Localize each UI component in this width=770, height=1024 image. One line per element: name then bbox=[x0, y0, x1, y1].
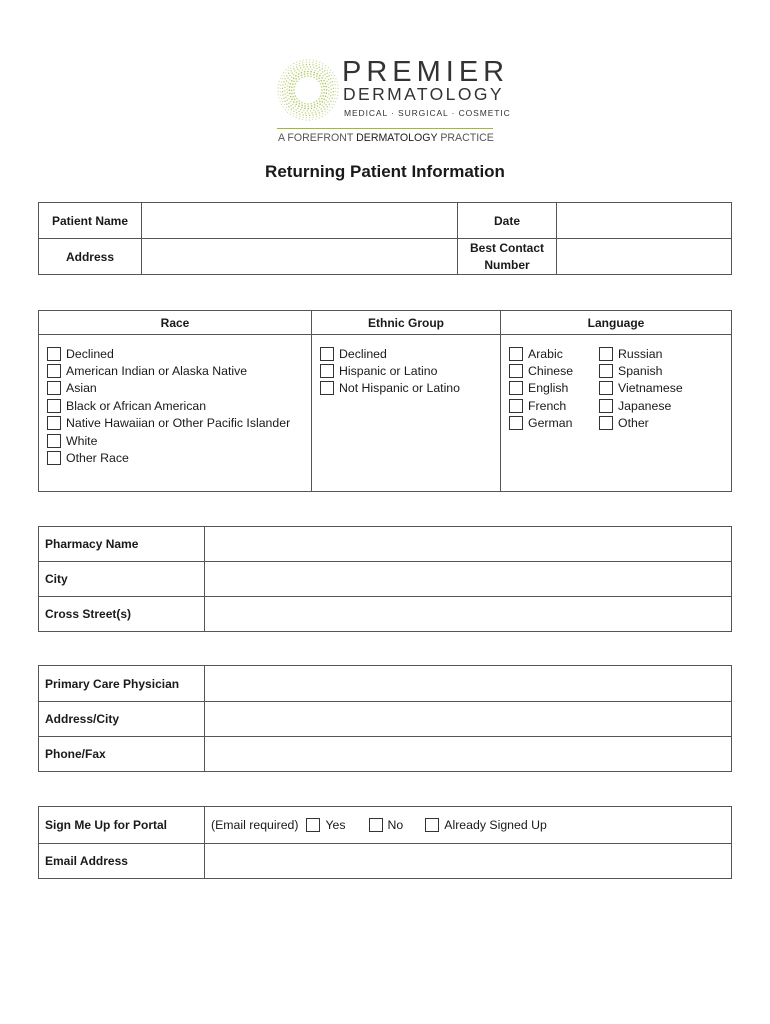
race-option[interactable] bbox=[47, 362, 311, 379]
language-option[interactable] bbox=[599, 415, 689, 432]
language-checkbox[interactable] bbox=[599, 364, 613, 378]
date-field[interactable] bbox=[557, 203, 732, 239]
portal-yes-checkbox[interactable] bbox=[306, 818, 320, 832]
ethnic-checkbox[interactable] bbox=[320, 381, 334, 395]
language-checkbox[interactable] bbox=[509, 381, 523, 395]
tagline-prefix: A FOREFRONT bbox=[278, 132, 354, 144]
race-option[interactable] bbox=[47, 397, 311, 414]
brand-name: PREMIER bbox=[342, 56, 510, 88]
race-option-label: Other Race bbox=[66, 451, 129, 466]
race-option[interactable] bbox=[47, 432, 311, 449]
portal-signup-label: Sign Me Up for Portal bbox=[39, 807, 205, 844]
portal-already-label: Already Signed Up bbox=[444, 818, 547, 832]
race-option-label: American Indian or Alaska Native bbox=[66, 364, 248, 379]
language-options bbox=[501, 335, 732, 492]
best-contact-label-line1: Best Contact bbox=[469, 240, 544, 255]
email-required-note: (Email required) bbox=[211, 818, 299, 832]
language-checkbox[interactable] bbox=[509, 347, 523, 361]
language-option-label: Arabic bbox=[528, 346, 563, 361]
ethnic-option-label: Hispanic or Latino bbox=[339, 364, 438, 379]
language-header: Language bbox=[501, 311, 732, 335]
ethnic-checkbox[interactable] bbox=[320, 364, 334, 378]
brand-divider bbox=[277, 128, 493, 129]
patient-name-field[interactable] bbox=[142, 203, 458, 239]
race-checkbox[interactable] bbox=[47, 434, 61, 448]
race-option-label: Native Hawaiian or Other Pacific Islander bbox=[66, 416, 291, 431]
language-checkbox[interactable] bbox=[599, 399, 613, 413]
race-option[interactable] bbox=[47, 345, 311, 362]
language-option[interactable] bbox=[509, 415, 599, 432]
pharmacy-name-label: Pharmacy Name bbox=[39, 527, 205, 562]
race-option[interactable] bbox=[47, 449, 311, 466]
language-option-label: English bbox=[528, 381, 569, 396]
language-option[interactable] bbox=[509, 380, 599, 397]
language-option-label: French bbox=[528, 398, 567, 413]
ethnic-options bbox=[312, 335, 501, 492]
ethnic-option-label: Not Hispanic or Latino bbox=[339, 381, 460, 396]
language-option-label: Vietnamese bbox=[618, 381, 683, 396]
cross-street-label: Cross Street(s) bbox=[39, 597, 205, 632]
form-title: Returning Patient Information bbox=[265, 162, 505, 181]
language-option[interactable] bbox=[509, 397, 599, 414]
language-checkbox[interactable] bbox=[599, 416, 613, 430]
practice-logo bbox=[276, 56, 511, 148]
race-checkbox[interactable] bbox=[47, 451, 61, 465]
pcp-phone-field[interactable] bbox=[205, 737, 732, 772]
pcp-field[interactable] bbox=[205, 666, 732, 702]
language-checkbox[interactable] bbox=[509, 399, 523, 413]
language-column-2 bbox=[599, 345, 689, 432]
pharmacy-table bbox=[38, 526, 732, 632]
language-option[interactable] bbox=[509, 362, 599, 379]
best-contact-label-line2: Number bbox=[484, 257, 530, 272]
pcp-phone-label: Phone/Fax bbox=[39, 737, 205, 772]
language-option[interactable] bbox=[599, 345, 689, 362]
ethnic-option[interactable] bbox=[320, 345, 500, 362]
language-checkbox-columns bbox=[501, 335, 731, 432]
pcp-address-field[interactable] bbox=[205, 702, 732, 737]
language-checkbox[interactable] bbox=[599, 347, 613, 361]
tagline-emphasis: DERMATOLOGY bbox=[356, 132, 438, 144]
portal-no-label: No bbox=[387, 818, 404, 832]
language-option-label: Spanish bbox=[618, 364, 663, 379]
ethnic-option[interactable] bbox=[320, 362, 500, 379]
physician-table bbox=[38, 665, 732, 772]
ethnic-checkbox[interactable] bbox=[320, 347, 334, 361]
language-checkbox[interactable] bbox=[599, 381, 613, 395]
portal-table bbox=[38, 806, 732, 879]
best-contact-label bbox=[458, 239, 557, 275]
language-option[interactable] bbox=[509, 345, 599, 362]
sunburst-logo-icon bbox=[276, 58, 340, 122]
language-column-1 bbox=[509, 345, 599, 432]
ethnic-checkbox-list bbox=[312, 335, 500, 397]
race-checkbox[interactable] bbox=[47, 381, 61, 395]
ethnic-option[interactable] bbox=[320, 380, 500, 397]
pharmacy-city-label: City bbox=[39, 562, 205, 597]
race-checkbox[interactable] bbox=[47, 347, 61, 361]
language-checkbox[interactable] bbox=[509, 364, 523, 378]
language-option-label: Japanese bbox=[618, 398, 672, 413]
cross-street-field[interactable] bbox=[205, 597, 732, 632]
portal-signup-options bbox=[205, 807, 732, 844]
race-checkbox[interactable] bbox=[47, 416, 61, 430]
race-option-label: Black or African American bbox=[66, 398, 207, 413]
pharmacy-city-field[interactable] bbox=[205, 562, 732, 597]
ethnic-group-header: Ethnic Group bbox=[312, 311, 501, 335]
demographics-table bbox=[38, 310, 732, 492]
language-option-label: Other bbox=[618, 416, 649, 431]
portal-yes-label: Yes bbox=[325, 818, 346, 832]
language-option[interactable] bbox=[599, 380, 689, 397]
race-checkbox-list bbox=[39, 335, 311, 467]
tagline-suffix: PRACTICE bbox=[440, 132, 494, 144]
portal-already-checkbox[interactable] bbox=[425, 818, 439, 832]
race-option[interactable] bbox=[47, 380, 311, 397]
address-field[interactable] bbox=[142, 239, 458, 275]
language-option[interactable] bbox=[599, 397, 689, 414]
brand-services: MEDICAL · SURGICAL · COSMETIC bbox=[344, 108, 511, 118]
race-header: Race bbox=[39, 311, 312, 335]
race-option-label: White bbox=[66, 433, 98, 448]
email-address-label: Email Address bbox=[39, 844, 205, 879]
address-label: Address bbox=[39, 239, 142, 275]
race-option[interactable] bbox=[47, 415, 311, 432]
race-options bbox=[39, 335, 312, 492]
language-option[interactable] bbox=[599, 362, 689, 379]
email-address-field[interactable] bbox=[205, 844, 732, 879]
race-option-label: Asian bbox=[66, 381, 97, 396]
portal-no-checkbox[interactable] bbox=[369, 818, 383, 832]
race-checkbox[interactable] bbox=[47, 364, 61, 378]
language-option-label: Chinese bbox=[528, 364, 574, 379]
race-checkbox[interactable] bbox=[47, 399, 61, 413]
best-contact-field[interactable] bbox=[557, 239, 732, 275]
language-option-label: German bbox=[528, 416, 573, 431]
brand-tagline bbox=[278, 132, 494, 144]
pcp-label: Primary Care Physician bbox=[39, 666, 205, 702]
patient-name-label: Patient Name bbox=[39, 203, 142, 239]
ethnic-option-label: Declined bbox=[339, 346, 387, 361]
language-option-label: Russian bbox=[618, 346, 663, 361]
race-option-label: Declined bbox=[66, 346, 114, 361]
pcp-address-label: Address/City bbox=[39, 702, 205, 737]
brand-subtitle: DERMATOLOGY bbox=[343, 84, 504, 104]
patient-info-table bbox=[38, 202, 732, 275]
language-checkbox[interactable] bbox=[509, 416, 523, 430]
date-label: Date bbox=[458, 203, 557, 239]
pharmacy-name-field[interactable] bbox=[205, 527, 732, 562]
